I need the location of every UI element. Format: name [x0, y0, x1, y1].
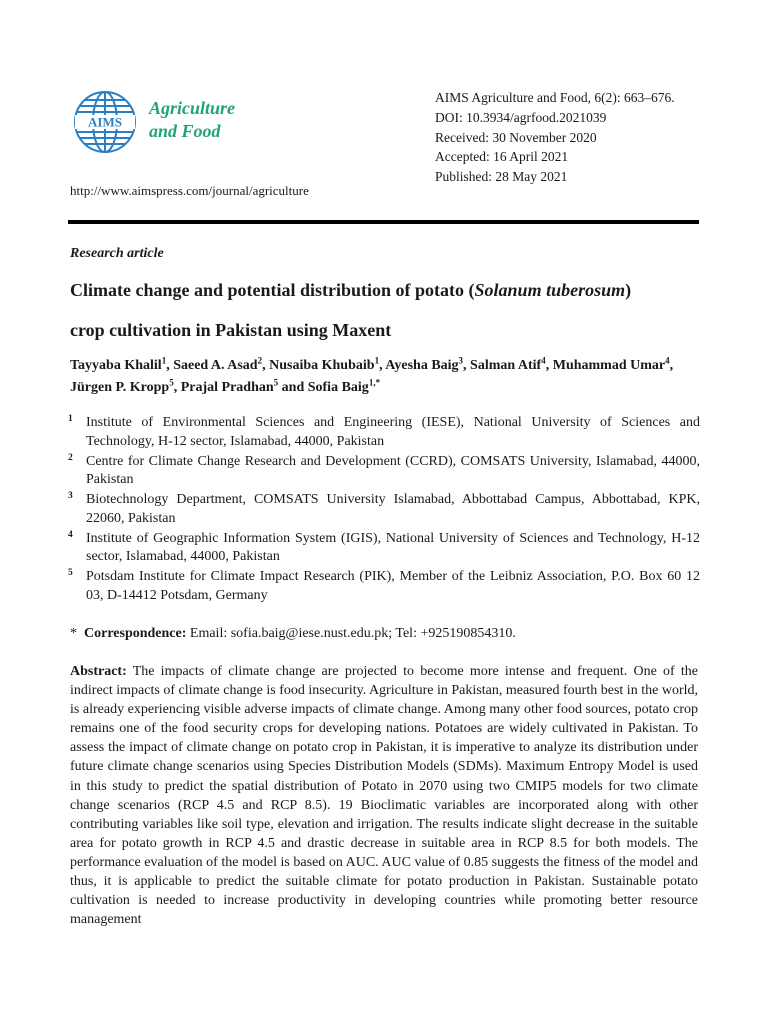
affiliation-item: 2 Centre for Climate Change Research and Development (CCRD), COMSATS University, Islamabad, 44000, Pakistan	[68, 452, 700, 487]
author: Sofia Baig$^{1,*}$	[307, 377, 381, 395]
article-metadata	[435, 88, 675, 187]
journal-name	[149, 97, 235, 143]
title-part1: Climate change and potential distribution of potato (	[70, 280, 475, 300]
title-species: Solanum tuberosum	[474, 280, 626, 300]
article-type: Research article	[70, 246, 164, 261]
affiliation-item: 1 Institute of Environmental Sciences and Engineering (IESE), National University of Sciences and Technology, H-12 sector, Islamabad, 44000, Pakistan	[68, 414, 700, 449]
affiliation-item: 5 Potsdam Institute for Climate Impact Research (PIK), Member of the Leibniz Association, P.O. Box 60 12 03, D-14412 Potsdam, Germany	[68, 568, 700, 603]
journal-name-line1: Agriculture	[149, 98, 236, 118]
citation: AIMS Agriculture and Food, 6(2): 663–676.	[435, 90, 675, 105]
author: Salman Atif$^4$	[470, 355, 546, 373]
published-date: Published: 28 May 2021	[435, 169, 568, 185]
author-list: Tayyaba Khalil$^1$, Saeed A. Asad$^2$, Nusaiba Khubaib$^1$, Ayesha Baig$^3$, Salman Atif$^4$, Muhammad Umar$^4$, Jürgen P. Kropp$^5$, Prajal Pradhan$^5$ and Sofia Baig$^{1,*}$	[70, 355, 674, 395]
journal-url[interactable]: http://www.aimspress.com/journal/agriculture	[70, 183, 309, 198]
correspondence-marker: *	[70, 626, 77, 641]
received-date: Received: 30 November 2020	[435, 129, 597, 145]
article-title	[70, 270, 710, 350]
author: Tayyaba Khalil$^1$	[70, 355, 167, 373]
author: Prajal Pradhan$^5$	[180, 377, 279, 395]
journal-name-line2: and Food	[149, 121, 221, 141]
abstract	[70, 662, 698, 929]
correspondence-text: Email: sofia.baig@iese.nust.edu.pk; Tel: +925190854310.	[186, 626, 516, 641]
title-line1	[70, 270, 710, 310]
title-line2: crop cultivation in Pakistan using Maxent	[70, 320, 392, 340]
author: Nusaiba Khubaib$^1$	[269, 355, 380, 373]
affiliation-item: 3 Biotechnology Department, COMSATS University Islamabad, Abbottabad Campus, Abbottabad, KPK, 22060, Pakistan	[68, 491, 700, 526]
correspondence	[70, 626, 516, 642]
author: Saeed A. Asad$^2$	[173, 355, 263, 373]
logo-text: AIMS	[88, 114, 122, 130]
abstract-label: Abstract:	[70, 664, 127, 679]
header-divider	[68, 220, 699, 224]
aims-logo	[72, 91, 138, 153]
author: Muhammad Umar$^4$	[552, 355, 670, 373]
accepted-date: Accepted: 16 April 2021	[435, 149, 569, 165]
title-part2: )	[625, 280, 632, 300]
author: Jürgen P. Kropp$^5$	[70, 377, 174, 395]
abstract-text: The impacts of climate change are projected to become more intense and frequent. One of the indirect impacts of climate change is food insecurity. Agriculture in Pakistan, measured fourth best in the world, is already experiencing visible adverse impacts of climate change. Among many other food sources, potato crop remains one of the food security crops for developing nations. Potatoes are widely cultivated in Pakistan. To assess the impact of climate change on potato crop in Pakistan, it is imperative to analyze its distribution under future climate change scenarios using Species Distribution Models (SDMs). Maximum Entropy Model is used in this study to predict the spatial distribution of Potato in 2070 using two CMIP5 models for two climate change scenarios (RCP 4.5 and RCP 8.5). 19 Bioclimatic variables are incorporated along with other contributing variables like soil type, elevation and irrigation. The results indicate slight decrease in the suitable area for potato growth in RCP 4.5 and drastic decrease in suitable area in RCP 8.5 for both models. The performance evaluation of the model is based on AUC. AUC value of 0.85 suggests the fitness of the model and thus, it is applicable to predict the suitable climate for potato production in Pakistan. Sustainable potato cultivation is needed to increase productivity in developing countries while promoting better resource management	[70, 664, 698, 928]
affiliation-list	[68, 414, 700, 607]
author: Ayesha Baig$^3$	[385, 355, 464, 373]
affiliation-item: 4 Institute of Geographic Information System (IGIS), National University of Sciences and Technology, H-12 sector, Islamabad, 44000, Pakistan	[68, 529, 700, 564]
doi[interactable]: DOI: 10.3934/agrfood.2021039	[435, 109, 607, 125]
correspondence-label: Correspondence:	[84, 626, 187, 641]
